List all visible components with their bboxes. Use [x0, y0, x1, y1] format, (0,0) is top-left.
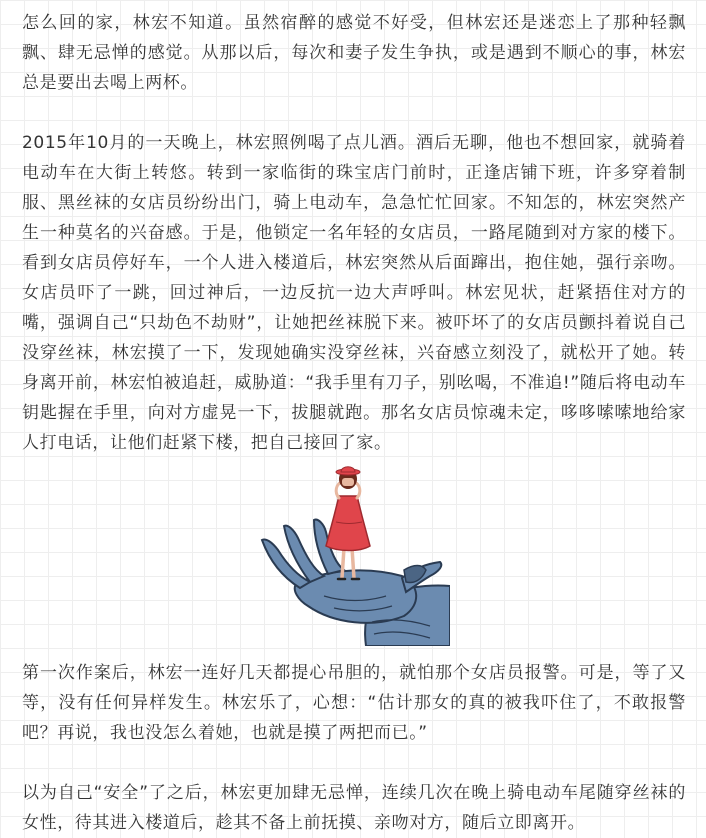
paragraph-1: 怎么回的家，林宏不知道。虽然宿醉的感觉不好受，但林宏还是迷恋上了那种轻飘飘、肆无忌惮的感觉。从那以后，每次和妻子发生争执，或是遇到不顺心的事，林宏总是要出去喝上两杯。	[22, 13, 686, 93]
girl-on-hand-illustration	[254, 466, 450, 646]
article-illustration	[22, 466, 686, 646]
paragraph-4: 以为自己“安全”了之后，林宏更加肆无忌惮，连续几次在晚上骑电动车尾随穿丝袜的女性，待其进入楼道后，趁其不备上前抚摸、亲吻对方，随后立即离开。	[22, 783, 686, 833]
paragraph-2: 2015年10月的一天晚上，林宏照例喝了点儿酒。酒后无聊，他也不想回家，就骑着电动车在大街上转悠。转到一家临街的珠宝店门前时，正逢店铺下班，许多穿着制服、黑丝袜的女店员纷纷出门，骑上电动车，急急忙忙回家。不知怎的，林宏突然产生一种莫名的兴奋感。于是，他锁定一名年轻的女店员，一路尾随到对方家的楼下。看到女店员停好车，一个人进入楼道后，林宏突然从后面蹿出，抱住她，强行亲吻。女店员吓了一跳，回过神后，一边反抗一边大声呼叫。林宏见状，赶紧捂住对方的嘴，强调自己“只劫色不劫财”，让她把丝袜脱下来。被吓坏了的女店员颤抖着说自己没穿丝袜，林宏摸了一下，发现她确实没穿丝袜，兴奋感立刻没了，就松开了她。转身离开前，林宏怕被追赶，威胁道：“我手里有刀子，别吆喝，不准追!”随后将电动车钥匙握在手里，向对方虚晃一下，拔腿就跑。那名女店员惊魂未定，哆哆嗦嗦地给家人打电话，让他们赶紧下楼，把自己接回了家。	[22, 133, 686, 453]
paragraph-spacer	[22, 748, 686, 778]
article-body	[22, 8, 686, 838]
paragraph-3: 第一次作案后，林宏一连好几天都提心吊胆的，就怕那个女店员报警。可是，等了又等，没有任何异样发生。林宏乐了，心想：“估计那女的真的被我吓住了，不敢报警吧？再说，我也没怎么着她，也就是摸了两把而已。”	[22, 663, 686, 743]
paragraph-spacer	[22, 98, 686, 128]
